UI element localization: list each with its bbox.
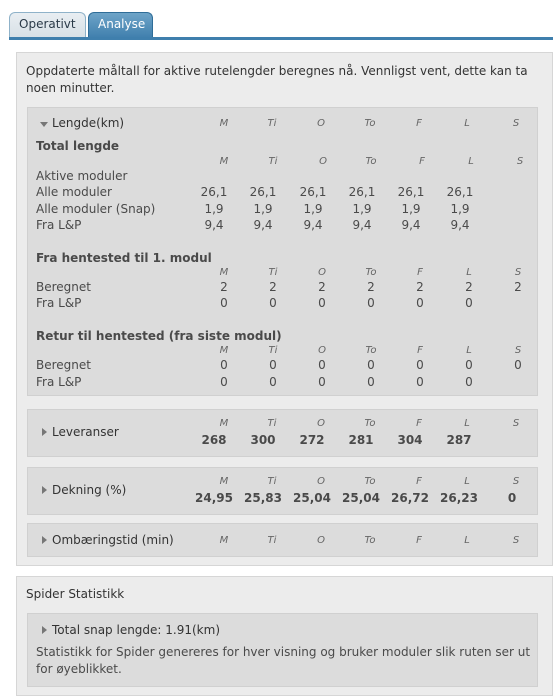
value-cell: 0 [367, 375, 375, 389]
row-label-alle-moduler-snap: Alle moduler (Snap) [36, 202, 156, 216]
day-label: O [317, 535, 325, 546]
value-cell: 25,04 [293, 491, 331, 505]
tab-bar [0, 0, 553, 38]
day-label: S [514, 267, 522, 278]
day-label: O [318, 345, 326, 356]
spider-note: Statistikk for Spider genereres for hver visning og bruker moduler slik ruten ser ut for øyeblikket. [36, 645, 531, 676]
ombaeringstid-section [27, 523, 538, 557]
triangle-down-icon[interactable] [40, 122, 48, 127]
day-label: To [364, 418, 376, 429]
day-label: S [514, 345, 522, 356]
value-cell: 26,1 [348, 185, 376, 199]
value-cell: 2 [220, 280, 228, 294]
value-cell: 1,9 [253, 202, 273, 216]
day-label: M [219, 535, 229, 546]
value-cell: 1,9 [204, 202, 224, 216]
leveranser-header[interactable]: Leveranser [52, 425, 119, 439]
value-cell: 0 [465, 375, 473, 389]
day-label: O [318, 267, 326, 278]
day-label: L [466, 345, 472, 356]
day-label: O [317, 476, 325, 487]
day-label: Ti [267, 476, 277, 487]
day-label: Ti [268, 267, 278, 278]
value-cell: 26,1 [299, 185, 327, 199]
snap-length-header[interactable]: Total snap lengde: 1.91(km) [52, 623, 220, 637]
dekning-section [27, 467, 538, 515]
value-cell: 2 [514, 280, 522, 294]
value-cell: 9,4 [303, 218, 323, 232]
day-label: O [317, 118, 325, 129]
triangle-right-icon[interactable] [42, 626, 47, 634]
analyse-panel [16, 52, 553, 566]
leveranser-section [27, 409, 538, 457]
day-label: M [219, 118, 229, 129]
value-cell: 26,1 [397, 185, 425, 199]
day-label: F [417, 345, 423, 356]
intro-text: Oppdaterte måltall for aktive rutelengder beregnes nå. Vennligst vent, dette kan ta noen minutter. [26, 64, 528, 95]
value-cell: 287 [446, 433, 472, 447]
triangle-right-icon[interactable] [42, 536, 47, 544]
day-label: Ti [268, 345, 278, 356]
value-cell: 9,4 [401, 218, 421, 232]
lengde-section [27, 107, 538, 396]
day-label: L [464, 476, 470, 487]
value-cell: 1,9 [450, 202, 470, 216]
retur-title: Retur til hentested (fra siste modul) [36, 329, 282, 343]
row-label-fra-lp: Fra L&P [36, 296, 82, 310]
value-cell: 2 [367, 280, 375, 294]
value-cell: 2 [416, 280, 424, 294]
value-cell: 26,1 [200, 185, 228, 199]
value-cell: 0 [318, 296, 326, 310]
day-label: Ti [267, 535, 277, 546]
value-cell: 2 [465, 280, 473, 294]
day-label: F [417, 267, 423, 278]
day-label: S [512, 418, 520, 429]
row-label-beregnet: Beregnet [36, 280, 91, 294]
day-label: L [464, 418, 470, 429]
day-label: To [365, 156, 377, 167]
day-label: M [219, 267, 229, 278]
value-cell: 26,1 [249, 185, 277, 199]
value-cell: 0 [269, 375, 277, 389]
value-cell: 304 [397, 433, 423, 447]
value-cell: 0 [416, 296, 424, 310]
value-cell: 9,4 [450, 218, 470, 232]
day-label: Ti [267, 118, 277, 129]
value-cell: 1,9 [352, 202, 372, 216]
value-cell: 0 [465, 358, 473, 372]
day-label: L [466, 267, 472, 278]
value-cell: 26,72 [391, 491, 429, 505]
tab-analyse[interactable]: Analyse [88, 12, 153, 38]
spider-title: Spider Statistikk [26, 587, 125, 601]
value-cell: 1,9 [303, 202, 323, 216]
row-label-aktive-moduler: Aktive moduler [36, 169, 128, 183]
day-label: To [365, 267, 377, 278]
day-label: M [219, 345, 229, 356]
day-label: F [416, 118, 422, 129]
value-cell: 9,4 [253, 218, 273, 232]
day-label: To [364, 118, 376, 129]
triangle-right-icon[interactable] [42, 428, 47, 436]
day-label: M [219, 418, 229, 429]
dekning-header[interactable]: Dekning (%) [52, 483, 127, 497]
value-cell: 1,9 [401, 202, 421, 216]
value-cell: 0 [318, 358, 326, 372]
day-label: S [512, 535, 520, 546]
day-label: Ti [268, 156, 278, 167]
value-cell: 26,23 [440, 491, 478, 505]
value-cell: 25,04 [342, 491, 380, 505]
day-label: M [219, 156, 229, 167]
day-label: To [364, 535, 376, 546]
value-cell: 2 [318, 280, 326, 294]
ombaeringstid-header[interactable]: Ombæringstid (min) [52, 533, 174, 547]
snap-section [27, 613, 538, 687]
value-cell: 0 [465, 296, 473, 310]
tab-underline [9, 37, 553, 40]
value-cell: 0 [269, 358, 277, 372]
value-cell: 300 [250, 433, 276, 447]
value-cell: 0 [269, 296, 277, 310]
value-cell: 0 [220, 358, 228, 372]
value-cell: 9,4 [204, 218, 224, 232]
day-label: S [512, 476, 520, 487]
tab-operativt[interactable]: Operativt [9, 12, 86, 38]
day-label: F [416, 418, 422, 429]
day-label: O [317, 418, 325, 429]
day-label: L [464, 118, 470, 129]
hentested-title: Fra hentested til 1. modul [36, 251, 212, 265]
value-cell: 281 [348, 433, 374, 447]
value-cell: 0 [220, 296, 228, 310]
day-label: L [468, 156, 474, 167]
value-cell: 26,1 [446, 185, 474, 199]
value-cell: 0 [367, 358, 375, 372]
row-label-alle-moduler: Alle moduler [36, 185, 112, 199]
value-cell: 272 [299, 433, 325, 447]
row-label-fra-lp: Fra L&P [36, 218, 82, 232]
value-cell: 0 [507, 491, 517, 505]
row-label-beregnet: Beregnet [36, 358, 91, 372]
value-cell: 9,4 [352, 218, 372, 232]
day-label: S [516, 156, 524, 167]
value-cell: 0 [416, 358, 424, 372]
day-label: O [319, 156, 327, 167]
spider-panel [16, 576, 553, 696]
value-cell: 0 [220, 375, 228, 389]
day-label: Ti [267, 418, 277, 429]
lengde-header[interactable]: Lengde(km) [52, 116, 125, 130]
day-label: F [416, 476, 422, 487]
day-label: To [364, 476, 376, 487]
day-label: F [419, 156, 425, 167]
value-cell: 0 [318, 375, 326, 389]
triangle-right-icon[interactable] [42, 486, 47, 494]
day-label: M [219, 476, 229, 487]
total-lengde-title: Total lengde [36, 139, 120, 153]
value-cell: 268 [201, 433, 227, 447]
value-cell: 0 [367, 296, 375, 310]
day-label: L [464, 535, 470, 546]
value-cell: 25,83 [244, 491, 282, 505]
value-cell: 2 [269, 280, 277, 294]
day-label: F [416, 535, 422, 546]
value-cell: 0 [514, 358, 522, 372]
day-label: To [365, 345, 377, 356]
value-cell: 24,95 [195, 491, 233, 505]
day-label: S [512, 118, 520, 129]
row-label-fra-lp: Fra L&P [36, 375, 82, 389]
value-cell: 0 [416, 375, 424, 389]
